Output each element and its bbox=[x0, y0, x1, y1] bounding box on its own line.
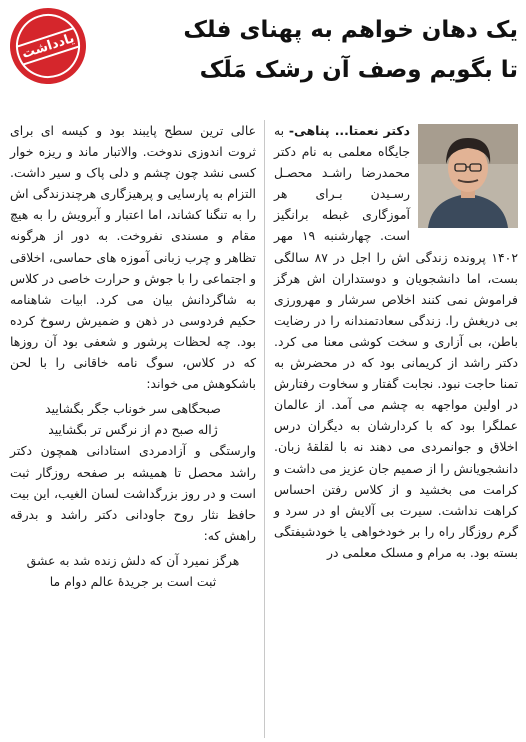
headline-line-1: یک دهان خواهم به پهنای فلک bbox=[183, 17, 518, 43]
poem-line: صبحگاهی سر خوناب جگر بگشایید bbox=[45, 401, 221, 417]
article-paragraph: عالی ترین سطح پایبند بود و کیسه ای برای ثروت اندوزی ندوخت. والاتبار ماند و ریزه خوار کسی نشد چون چشم و دلی پاک و سیر داشت. التزام به پارسایی و پرهیزگاری هرچندزندگی اش را به تنگنا کشاند، اما اعتبار و آبرویش را به هیچ مقام و مسندی نفروخت. به دور از هرگونه تظاهر و چرب زبانی آموزه های حماسی، اخلاقی و اجتماعی را با جوش و حرارت خاصی در کلاس به شاگردانش بیان می کرد. ابیات شاهنامه حکیم فردوسی در ذهن و ضمیرش رسوخ کرده بود. چه لحظات پرشور و شعفی بود آن روزها که در کلاس، سوگ نامه خاقانی را با لحن باشکوهش می خواند: bbox=[10, 123, 256, 392]
portrait-image bbox=[418, 124, 518, 228]
column-divider bbox=[264, 120, 265, 738]
article-paragraph: به جایگاه معلمی به نام دکتر محمدرضا راشـد محصـل رسـیدن بـرای هر آموزگاری غبطه برانگیز است. چهارشنبه ۱۹ مهر ۱۴۰۲ پرونده زندگی اش را اجل در ۸۷ سالگی بست، اما دانشجویان و دوستداران اش هرگز فراموش نمی کنند اخلاص سرشار و مهرورزی بی دریغش را. زندگی سعادتمندانه را در رضایت باطن، بی آزاری و سخت کوشی معنا می کرد. دکتر راشد از کریمانی بود که در محضرش به تمنا حاجت نبود. نجابت گفتار و سخاوت رفتارش در اولین مواجهه به چشم می آمد. از عالمان عملگرا بود که با کردارشان به دیگران درس اخلاق و جوانمردی می دهند نه با لقلقۀ زبان. دانشجویانش را از صمیم جان عزیز می داشت و کرامت می بخشید و از کلاس رفتن احساس کراهت نداشت. سیرت بی آلایش او در سرد و گرم روزگار راه را بر خودخواهی یا خودشیفتگی بسته بود. به مرام و مسلک معلمی در bbox=[274, 123, 518, 560]
poem-line: ژاله صبح دم از نرگس تر بگشایید bbox=[48, 422, 218, 438]
article-paragraph: وارستگی و آزادمردی استادانی همچون دکتر راشد محصل تا همیشه بر صفحه روزگار ثبت است و در روز بزرگداشت لسان الغیب، این بیت حافظ نثار روح جاودانی دکتر راشد و بدرقه راهش که: bbox=[10, 443, 256, 543]
poem-line: ثبت است بر جریدۀ عالم دوام ما bbox=[49, 573, 217, 589]
headline-line-2: تا بگویم وصف آن رشک مَلَک bbox=[199, 57, 518, 83]
right-column bbox=[274, 120, 518, 563]
poem-verse-1 bbox=[10, 398, 256, 440]
left-column bbox=[10, 120, 256, 592]
author-name: دکتر نعمتا... پناهی- bbox=[288, 123, 410, 138]
poem-verse-2 bbox=[10, 550, 256, 592]
poem-line: هرگز نمیرد آن که دلش زنده شد به عشق bbox=[26, 552, 240, 568]
headline bbox=[118, 10, 518, 90]
author-photo bbox=[418, 124, 518, 228]
stamp-ring bbox=[8, 6, 89, 87]
note-stamp bbox=[0, 0, 96, 94]
stamp-label: یادداشت bbox=[17, 27, 79, 65]
